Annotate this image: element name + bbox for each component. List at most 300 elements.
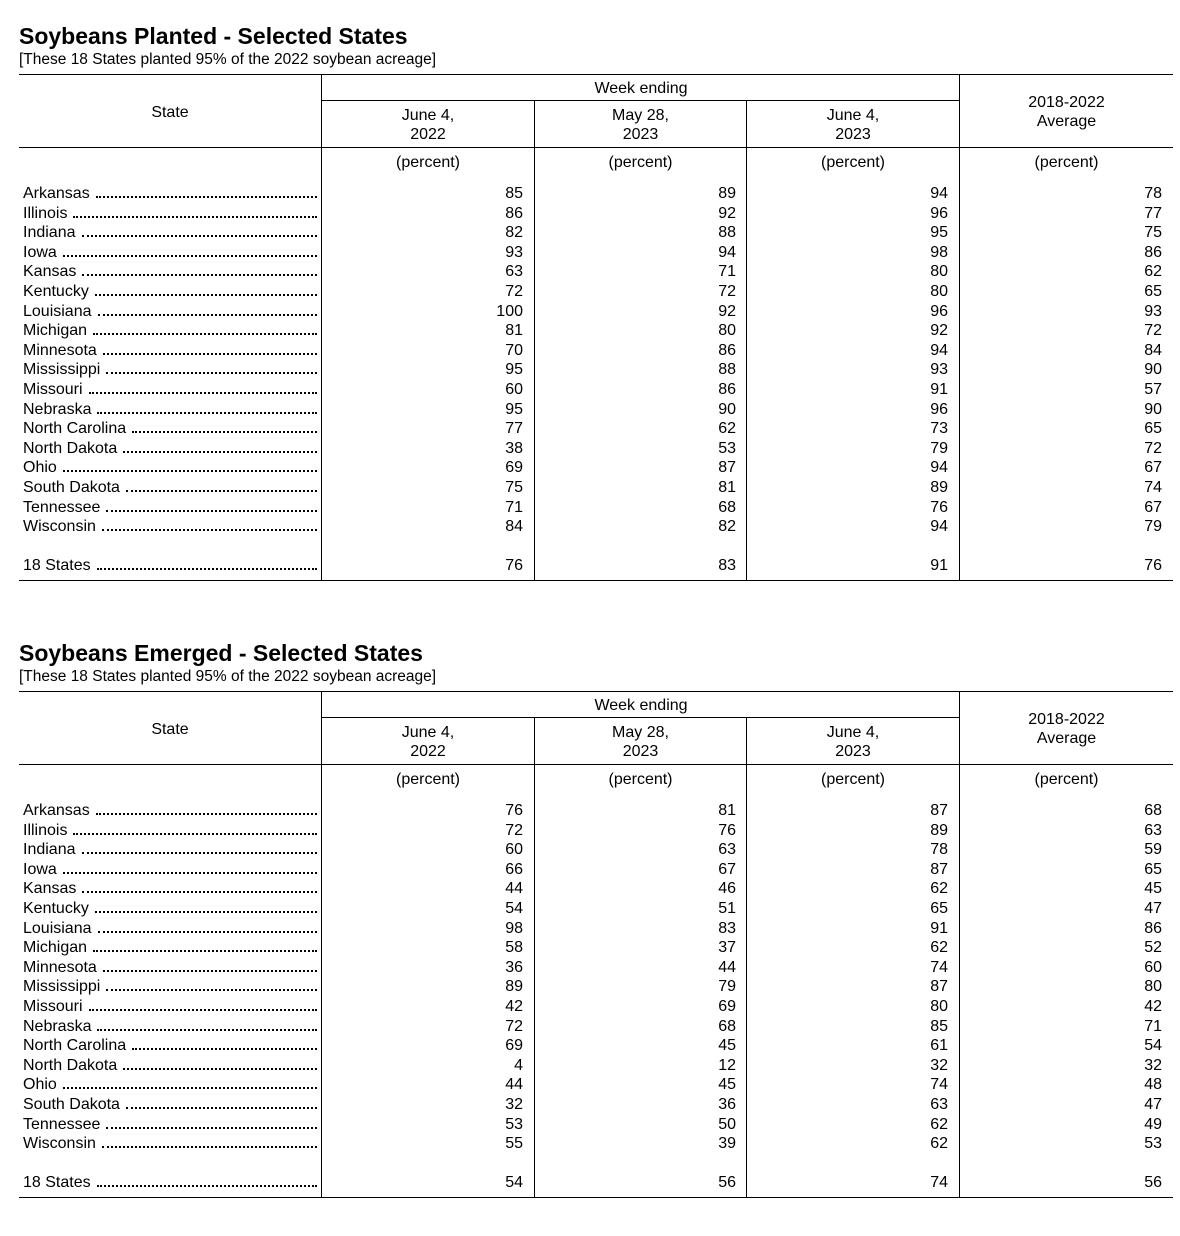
value-may28-2023: 71 bbox=[718, 263, 736, 281]
state-cell bbox=[23, 556, 317, 576]
col4-header bbox=[960, 710, 1173, 748]
leader-dots bbox=[123, 1068, 317, 1070]
leader-dots bbox=[73, 216, 317, 218]
value-june4-2023: 96 bbox=[930, 302, 948, 320]
table-title: Soybeans Emerged - Selected States bbox=[19, 640, 423, 666]
leader-dots bbox=[63, 255, 317, 257]
table-row bbox=[19, 498, 1173, 518]
value-may28-2023: 39 bbox=[718, 1135, 736, 1153]
value-june4-2023: 63 bbox=[930, 1095, 948, 1113]
table-row bbox=[19, 380, 1173, 400]
state-name: Illinois bbox=[23, 821, 68, 839]
value-may28-2023: 62 bbox=[718, 420, 736, 438]
state-name: Ohio bbox=[23, 459, 57, 477]
value-may28-2023: 56 bbox=[718, 1174, 736, 1192]
state-name: Kentucky bbox=[23, 899, 89, 917]
table-row bbox=[19, 1036, 1173, 1056]
state-cell bbox=[23, 517, 317, 537]
col2-header-line2: 2023 bbox=[622, 743, 659, 760]
value-may28-2023: 68 bbox=[718, 498, 736, 516]
value-5yr-average: 67 bbox=[1144, 498, 1162, 516]
state-name: Indiana bbox=[23, 224, 76, 242]
value-5yr-average: 49 bbox=[1144, 1115, 1162, 1133]
value-june4-2022: 75 bbox=[505, 478, 523, 496]
col3-header-line2: 2023 bbox=[835, 126, 871, 143]
value-june4-2023: 61 bbox=[930, 1037, 948, 1055]
value-5yr-average: 65 bbox=[1144, 860, 1162, 878]
table-row bbox=[19, 938, 1173, 958]
state-cell bbox=[23, 282, 317, 302]
col4-header-line1: 2018-2022 bbox=[1028, 94, 1105, 111]
value-june4-2023: 74 bbox=[930, 1174, 948, 1192]
value-june4-2023: 74 bbox=[930, 958, 948, 976]
value-5yr-average: 52 bbox=[1144, 939, 1162, 957]
leader-dots bbox=[106, 372, 317, 374]
state-column-header: State bbox=[151, 104, 189, 121]
col4-header-line2: Average bbox=[1036, 113, 1097, 130]
value-5yr-average: 72 bbox=[1144, 439, 1162, 457]
unit-label: (percent) bbox=[608, 154, 673, 171]
leader-dots bbox=[132, 431, 317, 433]
table-title: Soybeans Planted - Selected States bbox=[19, 23, 408, 49]
week-ending-rule bbox=[322, 717, 960, 718]
value-5yr-average: 90 bbox=[1144, 400, 1162, 418]
leader-dots bbox=[82, 274, 317, 276]
value-may28-2023: 12 bbox=[718, 1056, 736, 1074]
table-row bbox=[19, 204, 1173, 224]
state-cell bbox=[23, 380, 317, 400]
value-june4-2023: 62 bbox=[930, 939, 948, 957]
value-5yr-average: 72 bbox=[1144, 322, 1162, 340]
state-cell bbox=[23, 919, 317, 939]
state-name: Missouri bbox=[23, 997, 83, 1015]
unit-label: (percent) bbox=[608, 771, 673, 788]
value-june4-2023: 76 bbox=[930, 498, 948, 516]
state-name: Kentucky bbox=[23, 282, 89, 300]
value-5yr-average: 63 bbox=[1144, 821, 1162, 839]
col3-header bbox=[747, 106, 959, 144]
value-june4-2023: 94 bbox=[930, 459, 948, 477]
value-5yr-average: 65 bbox=[1144, 420, 1162, 438]
value-june4-2022: 66 bbox=[505, 860, 523, 878]
week-ending-header: Week ending bbox=[594, 697, 688, 714]
value-june4-2022: 55 bbox=[505, 1135, 523, 1153]
value-june4-2022: 44 bbox=[505, 880, 523, 898]
table-row bbox=[19, 821, 1173, 841]
table-row bbox=[19, 419, 1173, 439]
value-may28-2023: 76 bbox=[718, 821, 736, 839]
value-may28-2023: 81 bbox=[718, 478, 736, 496]
value-may28-2023: 50 bbox=[718, 1115, 736, 1133]
state-name: North Carolina bbox=[23, 420, 127, 438]
table-subtitle: [These 18 States planted 95% of the 2022 soybean acreage] bbox=[19, 51, 437, 68]
state-cell bbox=[23, 899, 317, 919]
leader-dots bbox=[82, 852, 318, 854]
value-june4-2023: 92 bbox=[930, 322, 948, 340]
value-june4-2023: 91 bbox=[930, 919, 948, 937]
value-june4-2023: 94 bbox=[930, 185, 948, 202]
value-5yr-average: 67 bbox=[1144, 459, 1162, 477]
unit-label: (percent) bbox=[395, 154, 461, 171]
table-row bbox=[19, 341, 1173, 361]
state-name: Arkansas bbox=[23, 185, 90, 202]
state-cell bbox=[23, 879, 317, 899]
value-june4-2022: 72 bbox=[505, 821, 523, 839]
value-5yr-average: 68 bbox=[1144, 802, 1162, 819]
value-june4-2022: 95 bbox=[505, 361, 523, 379]
value-may28-2023: 44 bbox=[718, 958, 736, 976]
value-june4-2022: 4 bbox=[514, 1056, 523, 1074]
value-june4-2023: 80 bbox=[930, 282, 948, 300]
value-june4-2023: 62 bbox=[930, 880, 948, 898]
value-june4-2022: 76 bbox=[505, 802, 523, 819]
table-row bbox=[19, 321, 1173, 341]
leader-dots bbox=[73, 833, 317, 835]
value-june4-2023: 98 bbox=[930, 243, 948, 261]
value-june4-2022: 72 bbox=[505, 282, 523, 300]
leader-dots bbox=[97, 1185, 317, 1187]
value-5yr-average: 60 bbox=[1144, 958, 1162, 976]
value-june4-2023: 87 bbox=[930, 802, 948, 819]
leader-dots bbox=[96, 813, 317, 815]
state-cell bbox=[23, 938, 317, 958]
table-row bbox=[19, 1115, 1173, 1135]
table-top-rule bbox=[19, 74, 1173, 75]
value-june4-2023: 89 bbox=[930, 821, 948, 839]
table-row bbox=[19, 262, 1173, 282]
table-row bbox=[19, 899, 1173, 919]
state-cell bbox=[23, 341, 317, 361]
state-cell bbox=[23, 360, 317, 380]
value-june4-2022: 69 bbox=[505, 459, 523, 477]
value-may28-2023: 92 bbox=[718, 204, 736, 222]
value-june4-2023: 85 bbox=[930, 1017, 948, 1035]
value-may28-2023: 79 bbox=[718, 978, 736, 996]
value-5yr-average: 80 bbox=[1144, 978, 1162, 996]
header-bottom-rule bbox=[19, 147, 1173, 148]
value-june4-2022: 58 bbox=[505, 939, 523, 957]
value-june4-2023: 87 bbox=[930, 978, 948, 996]
state-cell bbox=[23, 184, 317, 204]
value-5yr-average: 47 bbox=[1144, 899, 1162, 917]
leader-dots bbox=[97, 412, 317, 414]
table-row bbox=[19, 997, 1173, 1017]
table-row bbox=[19, 282, 1173, 302]
week-ending-rule bbox=[322, 100, 960, 101]
state-cell bbox=[23, 302, 317, 322]
value-june4-2023: 91 bbox=[930, 557, 948, 575]
value-june4-2022: 42 bbox=[505, 997, 523, 1015]
state-name: Iowa bbox=[23, 243, 57, 261]
value-june4-2022: 76 bbox=[505, 557, 523, 575]
value-may28-2023: 87 bbox=[718, 459, 736, 477]
col1-header-line2: 2022 bbox=[410, 126, 446, 143]
value-june4-2022: 69 bbox=[505, 1037, 523, 1055]
value-june4-2022: 72 bbox=[505, 1017, 523, 1035]
value-5yr-average: 86 bbox=[1144, 243, 1162, 261]
table-row bbox=[19, 977, 1173, 997]
value-may28-2023: 92 bbox=[718, 302, 736, 320]
leader-dots bbox=[97, 1029, 317, 1031]
value-june4-2022: 98 bbox=[505, 919, 523, 937]
value-june4-2023: 94 bbox=[930, 518, 948, 536]
col3-header-line1: June 4, bbox=[826, 724, 880, 741]
value-may28-2023: 81 bbox=[718, 802, 736, 819]
value-may28-2023: 45 bbox=[718, 1076, 736, 1094]
value-june4-2022: 54 bbox=[505, 1174, 523, 1192]
col1-header-line1: June 4, bbox=[401, 724, 455, 741]
data-table bbox=[19, 74, 1173, 582]
state-name: Nebraska bbox=[23, 1017, 92, 1035]
value-june4-2022: 44 bbox=[505, 1076, 523, 1094]
value-june4-2022: 89 bbox=[505, 978, 523, 996]
table-bottom-rule bbox=[19, 1197, 1173, 1198]
state-name: North Carolina bbox=[23, 1037, 127, 1055]
state-cell bbox=[23, 1017, 317, 1037]
col1-header bbox=[322, 723, 534, 761]
value-5yr-average: 57 bbox=[1144, 380, 1162, 398]
value-june4-2023: 80 bbox=[930, 997, 948, 1015]
value-5yr-average: 42 bbox=[1144, 997, 1162, 1015]
col2-header bbox=[535, 723, 746, 761]
leader-dots bbox=[93, 333, 317, 335]
value-june4-2023: 74 bbox=[930, 1076, 948, 1094]
value-5yr-average: 45 bbox=[1144, 880, 1162, 898]
value-june4-2023: 89 bbox=[930, 478, 948, 496]
value-5yr-average: 77 bbox=[1144, 204, 1162, 222]
table-section bbox=[19, 22, 1173, 582]
state-cell bbox=[23, 1115, 317, 1135]
leader-dots bbox=[103, 353, 317, 355]
value-june4-2023: 87 bbox=[930, 860, 948, 878]
table-row bbox=[19, 400, 1173, 420]
leader-dots bbox=[102, 529, 317, 531]
leader-dots bbox=[97, 568, 317, 570]
state-name: Indiana bbox=[23, 841, 76, 859]
table-row bbox=[19, 223, 1173, 243]
leader-dots bbox=[63, 1087, 317, 1089]
state-name: Illinois bbox=[23, 204, 68, 222]
state-name: Tennessee bbox=[23, 498, 101, 516]
value-june4-2023: 65 bbox=[930, 899, 948, 917]
value-may28-2023: 37 bbox=[718, 939, 736, 957]
col1-header-line2: 2022 bbox=[410, 743, 446, 760]
value-may28-2023: 94 bbox=[718, 243, 736, 261]
state-name: Iowa bbox=[23, 860, 57, 878]
value-may28-2023: 67 bbox=[718, 860, 736, 878]
table-row bbox=[19, 458, 1173, 478]
state-name: Kansas bbox=[23, 263, 77, 281]
value-5yr-average: 62 bbox=[1144, 263, 1162, 281]
value-5yr-average: 78 bbox=[1144, 185, 1162, 202]
state-name: South Dakota bbox=[23, 1095, 120, 1113]
table-row bbox=[19, 302, 1173, 322]
value-june4-2023: 96 bbox=[930, 204, 948, 222]
col1-header bbox=[322, 106, 534, 144]
state-cell bbox=[23, 958, 317, 978]
state-column-header: State bbox=[151, 721, 189, 738]
value-june4-2023: 32 bbox=[930, 1056, 948, 1074]
value-june4-2022: 60 bbox=[505, 841, 523, 859]
value-june4-2023: 78 bbox=[930, 841, 948, 859]
value-june4-2022: 77 bbox=[505, 420, 523, 438]
leader-dots bbox=[106, 989, 317, 991]
value-june4-2023: 93 bbox=[930, 361, 948, 379]
leader-dots bbox=[63, 872, 317, 874]
table-row bbox=[19, 478, 1173, 498]
state-name: Minnesota bbox=[23, 341, 97, 359]
value-5yr-average: 74 bbox=[1144, 478, 1162, 496]
value-june4-2022: 85 bbox=[505, 185, 523, 202]
table-row bbox=[19, 860, 1173, 880]
leader-dots bbox=[82, 891, 317, 893]
value-5yr-average: 79 bbox=[1144, 518, 1162, 536]
state-name: Mississippi bbox=[23, 361, 101, 379]
table-row bbox=[19, 879, 1173, 899]
leader-dots bbox=[89, 1009, 317, 1011]
value-june4-2023: 62 bbox=[930, 1135, 948, 1153]
unit-label: (percent) bbox=[395, 771, 461, 788]
table-body bbox=[19, 801, 1173, 1193]
leader-dots bbox=[82, 235, 318, 237]
value-5yr-average: 54 bbox=[1144, 1037, 1162, 1055]
table-body bbox=[19, 184, 1173, 576]
state-cell bbox=[23, 439, 317, 459]
table-bottom-rule bbox=[19, 580, 1173, 581]
value-june4-2022: 63 bbox=[505, 263, 523, 281]
state-cell bbox=[23, 997, 317, 1017]
value-june4-2022: 32 bbox=[505, 1095, 523, 1113]
state-name: Louisiana bbox=[23, 302, 92, 320]
value-june4-2023: 80 bbox=[930, 263, 948, 281]
table-row bbox=[19, 840, 1173, 860]
col2-header-line1: May 28, bbox=[612, 107, 669, 124]
leader-dots bbox=[103, 970, 317, 972]
value-may28-2023: 63 bbox=[718, 841, 736, 859]
leader-dots bbox=[132, 1048, 317, 1050]
value-june4-2022: 36 bbox=[505, 958, 523, 976]
value-june4-2023: 96 bbox=[930, 400, 948, 418]
leader-dots bbox=[95, 911, 317, 913]
table-row bbox=[19, 919, 1173, 939]
state-name: Tennessee bbox=[23, 1115, 101, 1133]
unit-label: (percent) bbox=[1034, 771, 1099, 788]
value-5yr-average: 47 bbox=[1144, 1095, 1162, 1113]
table-row bbox=[19, 184, 1173, 204]
value-may28-2023: 51 bbox=[718, 899, 736, 917]
value-june4-2022: 54 bbox=[505, 899, 523, 917]
value-june4-2023: 95 bbox=[930, 224, 948, 242]
table-subtitle: [These 18 States planted 95% of the 2022 soybean acreage] bbox=[19, 668, 437, 685]
unit-label: (percent) bbox=[820, 771, 886, 788]
value-june4-2022: 81 bbox=[505, 322, 523, 340]
state-cell bbox=[23, 821, 317, 841]
value-may28-2023: 89 bbox=[718, 185, 736, 202]
table-section bbox=[19, 639, 1173, 1199]
value-june4-2022: 60 bbox=[505, 380, 523, 398]
leader-dots bbox=[106, 510, 317, 512]
state-name: North Dakota bbox=[23, 439, 118, 457]
col2-header-line2: 2023 bbox=[622, 126, 659, 143]
value-5yr-average: 59 bbox=[1144, 841, 1162, 859]
state-cell bbox=[23, 321, 317, 341]
leader-dots bbox=[106, 1127, 317, 1129]
table-row bbox=[19, 439, 1173, 459]
col3-header bbox=[747, 723, 959, 761]
col2-header bbox=[535, 106, 746, 144]
table-row bbox=[19, 1056, 1173, 1076]
col1-header-line1: June 4, bbox=[401, 107, 455, 124]
unit-label: (percent) bbox=[820, 154, 886, 171]
state-cell bbox=[23, 498, 317, 518]
value-may28-2023: 86 bbox=[718, 380, 736, 398]
value-may28-2023: 45 bbox=[718, 1037, 736, 1055]
value-5yr-average: 71 bbox=[1144, 1017, 1162, 1035]
table-row bbox=[19, 360, 1173, 380]
value-june4-2023: 91 bbox=[930, 380, 948, 398]
table-row bbox=[19, 958, 1173, 978]
value-5yr-average: 56 bbox=[1144, 1174, 1162, 1192]
state-cell bbox=[23, 400, 317, 420]
value-june4-2023: 73 bbox=[930, 420, 948, 438]
state-name: Wisconsin bbox=[23, 1135, 96, 1153]
value-may28-2023: 86 bbox=[718, 341, 736, 359]
leader-dots bbox=[102, 1146, 317, 1148]
value-may28-2023: 36 bbox=[718, 1095, 736, 1113]
table-row bbox=[19, 801, 1173, 821]
value-may28-2023: 83 bbox=[718, 557, 736, 575]
value-june4-2023: 94 bbox=[930, 341, 948, 359]
col3-header-line1: June 4, bbox=[826, 107, 880, 124]
state-cell bbox=[23, 204, 317, 224]
header-bottom-rule bbox=[19, 764, 1173, 765]
value-5yr-average: 65 bbox=[1144, 282, 1162, 300]
state-name: Nebraska bbox=[23, 400, 92, 418]
state-cell bbox=[23, 1095, 317, 1115]
value-5yr-average: 90 bbox=[1144, 361, 1162, 379]
state-cell bbox=[23, 458, 317, 478]
leader-dots bbox=[93, 950, 317, 952]
state-name: 18 States bbox=[23, 1174, 91, 1192]
state-name: Michigan bbox=[23, 939, 88, 957]
leader-dots bbox=[96, 196, 317, 198]
table-row bbox=[19, 1134, 1173, 1154]
unit-label: (percent) bbox=[1034, 154, 1099, 171]
value-june4-2022: 53 bbox=[505, 1115, 523, 1133]
value-may28-2023: 88 bbox=[718, 361, 736, 379]
state-cell bbox=[23, 223, 317, 243]
state-name: Wisconsin bbox=[23, 518, 96, 536]
value-may28-2023: 53 bbox=[718, 439, 736, 457]
value-june4-2022: 82 bbox=[505, 224, 523, 242]
table-row bbox=[19, 243, 1173, 263]
state-cell bbox=[23, 1075, 317, 1095]
col4-header-line2: Average bbox=[1036, 730, 1097, 747]
leader-dots bbox=[126, 490, 317, 492]
state-cell bbox=[23, 801, 317, 821]
state-name: Louisiana bbox=[23, 919, 92, 937]
state-cell bbox=[23, 478, 317, 498]
leader-dots bbox=[126, 1107, 317, 1109]
value-june4-2022: 84 bbox=[505, 518, 523, 536]
value-may28-2023: 68 bbox=[718, 1017, 736, 1035]
value-may28-2023: 82 bbox=[718, 518, 736, 536]
state-cell bbox=[23, 1173, 317, 1193]
state-name: Missouri bbox=[23, 380, 83, 398]
table-top-rule bbox=[19, 691, 1173, 692]
leader-dots bbox=[63, 470, 317, 472]
week-ending-header: Week ending bbox=[594, 80, 688, 97]
